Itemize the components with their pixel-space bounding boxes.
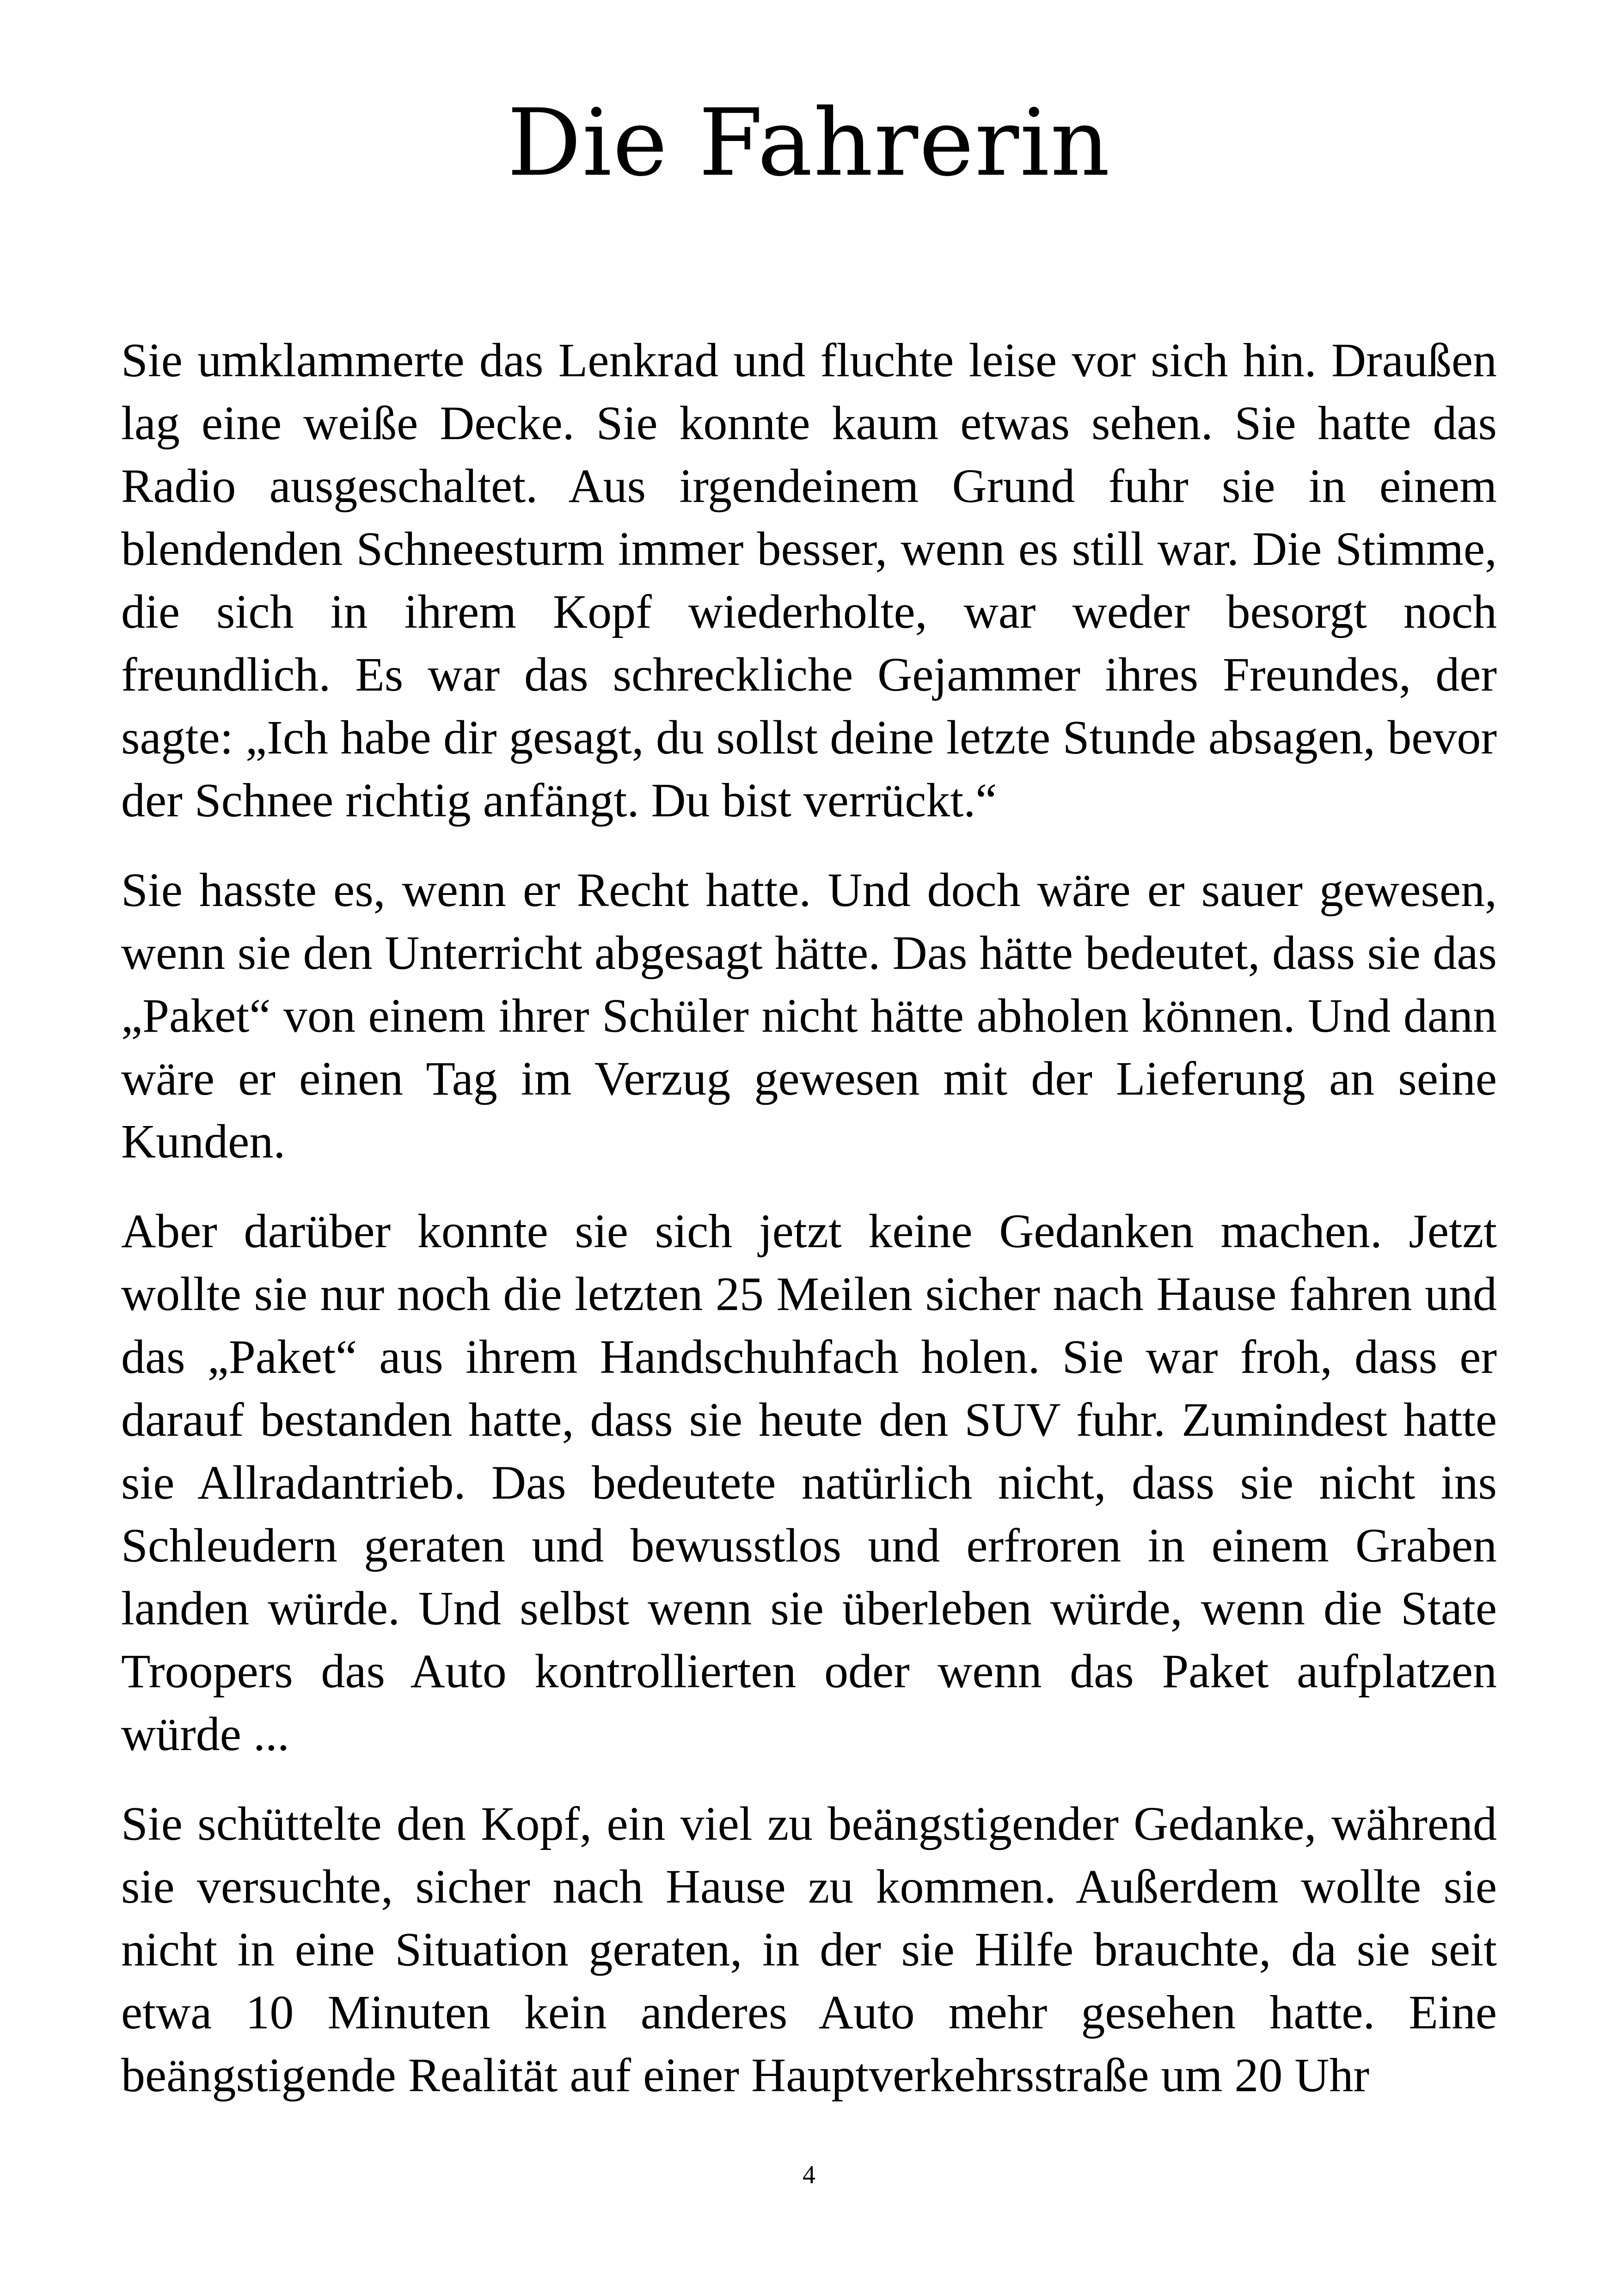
paragraph-1: Sie umklammerte das Lenkrad und fluchte leise vor sich hin. Draußen lag eine weiße Decke. Sie konnte kaum etwas sehen. Sie hatte das Radio ausgeschaltet. Aus irgendeinem Grund fuhr sie in einem blendenden Schneesturm immer besser, wenn es still war. Die Stimme, die sich in ihrem Kopf wiederholte, war weder besorgt noch freundlich. Es war das schreckliche Gejammer ihres Freundes, der sagte: „Ich habe dir gesagt, du sollst deine letzte Stunde absagen, bevor der Schnee richtig anfängt. Du bist verrückt.“: [121, 334, 1497, 827]
page-number: 4: [803, 2161, 815, 2189]
paragraph-4: Sie schüttelte den Kopf, ein viel zu beängstigender Gedanke, während sie versuchte, sicher nach Hause zu kommen. Außerdem wollte sie nicht in eine Situation geraten, in der sie Hilfe brauchte, da sie seit etwa 10 Minuten kein anderes Auto mehr gesehen hatte. Eine beängstigende Realität auf einer Hauptverkehrsstraße um 20 Uhr: [121, 1797, 1497, 2102]
paragraph-3: Aber darüber konnte sie sich jetzt keine Gedanken machen. Jetzt wollte sie nur noch die letzten 25 Meilen sicher nach Hause fahren und das „Paket“ aus ihrem Handschuhfach holen. Sie war froh, dass er darauf bestanden hatte, dass sie heute den SUV fuhr. Zumindest hatte sie Allradantrieb. Das bedeutete natürlich nicht, dass sie nicht ins Schleudern geraten und bewusstlos und erfroren in einem Graben landen würde. Und selbst wenn sie überleben würde, wenn die State Troopers das Auto kontrollierten oder wenn das Paket aufplatzen würde ...: [121, 1205, 1497, 1761]
page-title: Die Fahrerin: [507, 89, 1111, 197]
paragraph-2: Sie hasste es, wenn er Recht hatte. Und doch wäre er sauer gewesen, wenn sie den Unterricht abgesagt hätte. Das hätte bedeutet, dass sie das „Paket“ von einem ihrer Schüler nicht hätte abholen können. Und dann wäre er einen Tag im Verzug gewesen mit der Lieferung an seine Kunden.: [121, 863, 1497, 1168]
body-text: [121, 329, 1497, 2134]
